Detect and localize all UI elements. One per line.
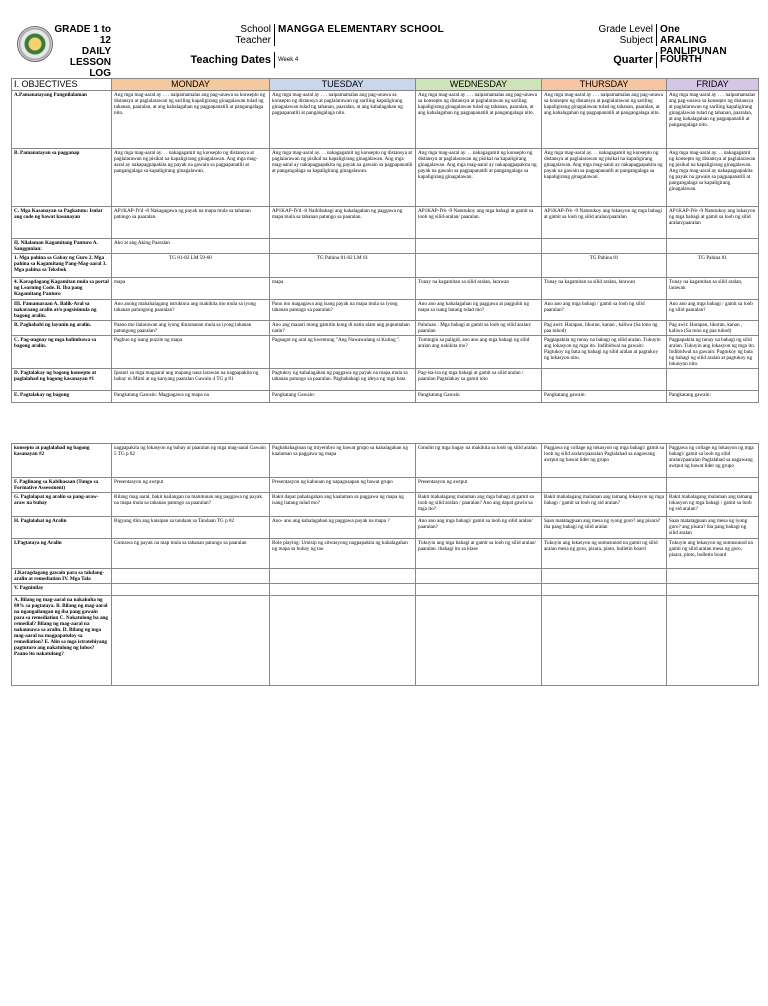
cell-day-2 — [270, 584, 416, 596]
dll-title: DAILY LESSON LOG — [69, 46, 111, 79]
cell-day-3: Tukuyin ang mga bahagi at gamit sa loob ng silid aralan/ paaralan. ibahagi ito sa klase — [416, 539, 542, 569]
cell-day-3: Ano ano ang mga bahagi/ gamit sa loob ng silid aralan/ paaralan? — [416, 517, 542, 539]
cell-day-3: Ang mga mag-aaral ay. . . nakagagamit ng konsepto ng distansya at paglalarawan ng pisikal na kapaligirang ginagalawan. Ang mga mag-aaral ay nakapagpapakita ng payak na gawain sa pagpapanatili at pangangalaga sa kapaligirang ginagalawan. — [416, 149, 542, 207]
school-value: MANGGA ELEMENTARY SCHOOL — [274, 24, 528, 35]
grade-level-row — [528, 24, 758, 35]
row-label: B. Pamanatayan sa pagganap — [12, 149, 112, 207]
cell-day-1: Ang mga mag-aaral ay . . . naipamamalas ang pag-unawa sa konsepto ng distansya at paglalarawan ng sariling kapaligirang ginagalawan tulad ng tahanan, paaralan, at ang kahalagahan ng pagpapanatili at pangangalaga nito. — [112, 91, 270, 149]
cell-day-2: Pagsagot ng aral ng kwentong "Ang Nawawalang si Kuting ". — [270, 336, 416, 369]
cell-day-2: Pangkatang Gawain: — [270, 391, 416, 403]
table-row — [12, 539, 759, 569]
cell-day-2: mapa — [270, 278, 416, 300]
row-label: C. Mga Kasanayan sa Pagkatuto: Isulat ang code ng bawat kasanayan — [12, 207, 112, 239]
cell-day-1: AP1KAP-IVd -8 Nakagagawa ng payak na mapa mula sa tahanan patungo sa paaralan. — [112, 207, 270, 239]
cell-day-4: Paggawa ng collage ng lokasyon ng mga bahagi/ gamit sa loob ng silid aralan/paaralan Paglalahad sa nagawang awtput ng bawat lider ng grupo — [542, 444, 667, 478]
objectives-header: I. OBJECTIVES — [12, 79, 112, 91]
cell-day-5: Paggawa ng collage ng lokasyon ng mga bahagi/ gamit sa loob ng silid aralan/paaralan Paglalahad sa nagawang awtput ng bawat lider ng grupo — [667, 444, 759, 478]
dates-label: Teaching Dates — [190, 54, 271, 66]
cell-day-3: Pag-isa-isa ng mga bahagi at gamit sa silid aralan / paaralan Pagtalakay sa gamit nito — [416, 369, 542, 391]
deped-seal-icon — [17, 26, 53, 62]
cell-day-1: Gumawa ng payak na map mula sa tahanan patungo sa paaralan — [112, 539, 270, 569]
cell-day-1: Pagbuo ng isang puzzle ng mapa — [112, 336, 270, 369]
cell-day-1: Pangkatang Gawain: Magpagawa ng mapa na — [112, 391, 270, 403]
cell-day-1: mapa — [112, 278, 270, 300]
cell-day-4: Saan matatagpuan ang mesa ng iyong guro? ang pisara? iba pang bahagi ng silid aralan — [542, 517, 667, 539]
cell-day-4: Pagpapakita ng tunay na bahagi ng silid aralan. Tukuyin ang lokasyon ng mga ito. Indibidwal na gawain: Pagtukoy ng bata ng bahagi ng silid aralan at pagtukoy ng lokasyon nito. — [542, 336, 667, 369]
dates-value: Week 4 — [274, 52, 528, 68]
row-label: 4. Karagdagang Kagamitan mula sa portal ng Learning Code. B. Iba pang Kagamitang Panturo — [12, 278, 112, 300]
cell-day-2: Role playing: Umisip ng sitwasyong nagpapakita ng kahalagahan ng mapa sa buhay ng tao — [270, 539, 416, 569]
cell-day-2: AP1KAP-IVd -8 Naibibahagi ang kahalagahan ng paggawa ng mapa mula sa tahanan patungo sa paaralan. — [270, 207, 416, 239]
cell-day-5 — [667, 369, 759, 391]
table-row — [12, 239, 759, 254]
cell-day-4: Tunay na kagamitan sa silid aralan, larawan — [542, 278, 667, 300]
row-label: III. Pamamaraan A. Balik-Aral sa nakaraang aralin at/o pagsisimula ng bagong aralin. — [12, 300, 112, 321]
thursday-header: THURSDAY — [542, 79, 667, 91]
cell-day-4 — [542, 584, 667, 596]
cell-day-1: Paano mo ilalarawan ang iyong dinaraanan mula sa iyong tahanan patungong paaralan? — [112, 321, 270, 336]
cell-day-1: nagpapakita ng lokasyon ng bahay at paaralan ng mga mag-aaral Gawain 5 TG p 82 — [112, 444, 270, 478]
subject-row — [528, 35, 758, 57]
cell-day-4: Tukuyin ang lokasyon ng sumusunod na gamit ng silid aralan mesa ng guro, pisara, pinto, bulletin board — [542, 539, 667, 569]
dates-row — [111, 52, 528, 68]
cell-day-5: Tunay na kagamitan sa silid aralan, larawan — [667, 278, 759, 300]
cell-day-3: Paluluan : Mga bahagi at gamit sa loob ng silid aralan/ paaralan — [416, 321, 542, 336]
row-label: A. Bilang ng mag-aaral na nakakuha ng 80% sa pagtataya. B. Bilang ng mag-aaral na ngangailangan ng iba pang gawain para sa remediation C. Nakatulong ba ang remedial? Bilang ng mag-aaral na nakaunawa sa aralin. D. Bilang ng mga mag-aaral na magpapatuloy sa remediation? E. Alin sa mga istratehiyang pagtuturo ang nakatulong ng lubos? Paano ito nakatulong? — [12, 596, 112, 686]
school-row — [111, 24, 528, 35]
page-break — [11, 403, 758, 443]
cell-day-5: Ang mga mag-aaral ay . . . naipamamalas ang pag-unawa sa konsepto ng distansya at paglalarawan ng sariling kapaligirang ginagalawan tulad ng tahanan, paaralan, at ang kahalagahan ng pagpapanatili at pangangalaga nito. — [667, 91, 759, 149]
subject-value: ARALING PANLIPUNAN — [656, 35, 758, 46]
cell-day-1: Bigyang diin ang kaisipan sa tandaan sa Tandaan TG p 82 — [112, 517, 270, 539]
cell-day-4: TG Pahina 81 — [542, 254, 667, 278]
cell-day-5: Pag awit: Harapan, likuran, kanan , kaliwa (Sa tono ng paa tuhod) — [667, 321, 759, 336]
header-left — [11, 24, 111, 78]
table-row — [12, 369, 759, 391]
table-row — [12, 336, 759, 369]
row-label: B. Paghahabi ng layunin ng aralin. — [12, 321, 112, 336]
cell-day-5: Bakit mahalagang malaman ang tamang lokasyon ng mga bahagi / gamit sa loob ng sid aralan? — [667, 493, 759, 517]
cell-day-5 — [667, 596, 759, 686]
subject-label: Subject — [619, 35, 653, 46]
row-label: konsepto at paglalahad ng bagong kasanayan #2 — [12, 444, 112, 478]
cell-day-1 — [112, 596, 270, 686]
cell-day-3: Ano ano ang kahalagahan ng paggawa at pagguhit ng mapa sa isang batang tulad mo? — [416, 300, 542, 321]
quarter-value: FOURTH — [656, 52, 758, 68]
row-label: 1. Mga pahina sa Gabay ng Guro 2. Mga pahina sa Kagamitang Pang-Mag-aaral 3. Mga pahina sa Teksbok — [12, 254, 112, 278]
row-label: C. Pag-uugnay ng mga halimbawa sa bagong aralin. — [12, 336, 112, 369]
table-row — [12, 478, 759, 493]
table-row — [12, 254, 759, 278]
cell-day-1: TG 81-82 LM 59-60 — [112, 254, 270, 278]
cell-day-5 — [667, 478, 759, 493]
cell-day-5: Tukuyin ang lokasyon ng sumusunod na gamit ng silid aralan mesa ng guro, pisara, pinto, bulletin board — [667, 539, 759, 569]
cell-day-5: Pagpapakita ng tunay na bahagi ng silid aralan. Tukuyin ang lokasyon ng mga ito. Indibidwal na gawain: Pagtukoy ng bata ng bahagi ng silid aralan at pagtukoy ng lokasyon nito. — [667, 336, 759, 369]
cell-day-2: Bakit dapat pahalagahan ang kaalaman sa paggawa ng mapa ng isang batang tulad mo? — [270, 493, 416, 517]
cell-day-5 — [667, 239, 759, 254]
cell-day-1 — [112, 569, 270, 584]
cell-day-1: Presentasyon ng awtput — [112, 478, 270, 493]
cell-day-2 — [270, 596, 416, 686]
lesson-table-2 — [11, 443, 759, 686]
cell-day-3 — [416, 254, 542, 278]
cell-day-2: Pagtukoy ng kahalagahan ng paggawa ng payak na mapa mula sa tahanan patungo sa paaralan. Pagbabahagi ng ideya ng mga bata — [270, 369, 416, 391]
cell-day-4: Ano ano ang mga bahagi / gamit sa loob ng silid paaralan? — [542, 300, 667, 321]
cell-day-4 — [542, 239, 667, 254]
cell-day-1: Bilang mag aaral, bakit kailangan na matutunan ang paggawa ng payak na mapa mula sa tahanan patungo sa paaralan? — [112, 493, 270, 517]
table-row — [12, 391, 759, 403]
cell-day-3: Gmuhit ng mga bagay na makikita sa loob ng silid aralan — [416, 444, 542, 478]
table-row — [12, 569, 759, 584]
cell-day-5: Ang mga mag-aaral ay. . . nakagagamit ng konsepto ng distansya at paglalarawan ng pisikal na kapaligirang ginagalawan. Ang mga mag-aaral ay nakapagpapakita ng payak na gawain sa pagpapanatili at pangangalaga sa kapaligirang ginagalawan. — [667, 149, 759, 207]
cell-day-3: AP1KAP-IVe -9 Natutukoy ang mga bahagi at gamit sa loob ng silid-aralan/ paaralan. — [416, 207, 542, 239]
cell-day-5: AP1KAP-IVe -9 Natutukoy ang lokasyon ng mga bahagi at gamit sa loob ng silid aralan/paaralan — [667, 207, 759, 239]
table-row — [12, 278, 759, 300]
cell-day-4: Pag awit: Harapan, likuran, kanan , kaliwa (Sa tono ng paa tuhod) — [542, 321, 667, 336]
school-label: School — [240, 24, 271, 35]
row-label: G. Paglalapat ng aralin sa pang-araw-araw na buhay — [12, 493, 112, 517]
cell-day-3: Presentasyon ng awtput — [416, 478, 542, 493]
row-label: F. Paglinang sa Kabihasaan (Tungo sa Formative Assessment) — [12, 478, 112, 493]
cell-day-3: Tunay na kagamitan sa silid aralan, larawan — [416, 278, 542, 300]
grade-range: GRADE 1 to 12 — [54, 24, 111, 46]
cell-day-3 — [416, 239, 542, 254]
table-row — [12, 149, 759, 207]
row-label: J.Karagdagang gawain para sa takdang-aralin at remediation IV. Mga Tala — [12, 569, 112, 584]
cell-day-2: Ang mga mag-aaral ay. . . nakagagamit ng konsepto ng distansya at paglalarawan ng pisikal na kapaligirang ginagalawan. Ang mga mag-aaral ay nakapagpapakita ng payak na gawain sa pagpapanatili at pangangalaga sa kapaligirang ginagalawan. — [270, 149, 416, 207]
lesson-log-page — [11, 24, 758, 686]
table-row — [12, 207, 759, 239]
tuesday-header: TUESDAY — [270, 79, 416, 91]
cell-day-1 — [112, 584, 270, 596]
cell-day-2 — [270, 239, 416, 254]
cell-day-5: Pangkatang gawain: — [667, 391, 759, 403]
monday-header: MONDAY — [112, 79, 270, 91]
cell-day-1: Ipasuri sa mga magaaral ang mapang nasa larawan na nagpapakita ng bahay ni Mimi at ng kanyang paaralan Gawain 4 TG p 81 — [112, 369, 270, 391]
teacher-value — [274, 35, 528, 46]
row-label: E. Pagtalakay ng bagong — [12, 391, 112, 403]
cell-day-3: Bakit mahalagang malaman ang mga bahagi at gamit sa loob ng silid aralan / paaralan? Ano ang dapat gawin sa mga ito? — [416, 493, 542, 517]
row-label: D. Pagtalakay ng bagong konsepto at paglalahad ng bagong kasanayan #1 — [12, 369, 112, 391]
cell-day-3 — [416, 584, 542, 596]
cell-day-3 — [416, 596, 542, 686]
cell-day-2: Ano- ano ang kahalagahan ng paggawa payak na mapa ? — [270, 517, 416, 539]
row-label: H. Paglalahat ng Aralin — [12, 517, 112, 539]
cell-day-3: Tumingin sa paligid, ano ano ang mga bahagi ng silid aralan ang nakikita mo? — [416, 336, 542, 369]
table-row — [12, 444, 759, 478]
cell-day-2: Pagbabahaginan ng miyembro ng bawat grupo sa kahalagahan ng kaalaman sa paggawa ng mapa — [270, 444, 416, 478]
quarter-label: Quarter — [613, 54, 653, 66]
row-label: I.Pagtataya ng Aralin — [12, 539, 112, 569]
row-label: II. Nilalaman Kagamitang Panturo A. Sanggunian: — [12, 239, 112, 254]
cell-day-3: Ang mga mag-aaral ay . . . naipamamalas ang pag-unawa sa konsepto ng distansya at paglalarawan ng sariling kapaligirang ginagalawan tulad ng tahanan, paaralan, at ang kahalagahan ng pagpapanatili at pangangalaga nito. — [416, 91, 542, 149]
table-row — [12, 493, 759, 517]
cell-day-5: Saan matatagpuan ang mesa ng iyong guro? ang pisara? iba pang bahagi ng silid aralan — [667, 517, 759, 539]
grade-level-value: One — [656, 24, 758, 35]
cell-day-1: Ang mga mag-aaral ay. . . nakagagamit ng konsepto ng distansya at paglalarawan ng pisikal na kapaligirang ginagalawan. Ang mga mag-aaral ay nakapagpapakita ng payak na gawain sa pagpapanatili at pangangalaga sa kapaligirang ginagalawan. — [112, 149, 270, 207]
cell-day-4: Ang mga mag-aaral ay. . . nakagagamit ng konsepto ng distansya at paglalarawan ng pisikal na kapaligirang ginagalawan. Ang mga mag-aaral ay nakapagpapakita ng payak na gawain sa pagpapanatili at pangangalaga sa kapaligirang ginagalawan. — [542, 149, 667, 207]
cell-day-2: Presentasyon ng kabuuan ng napagusapan ng bawat grupo — [270, 478, 416, 493]
table-row — [12, 596, 759, 686]
table-row — [12, 584, 759, 596]
header-mid — [111, 24, 528, 78]
cell-day-4 — [542, 596, 667, 686]
day-header-row — [12, 79, 759, 91]
cell-day-2 — [270, 569, 416, 584]
cell-day-5: TG Pahina 81 — [667, 254, 759, 278]
header-right — [528, 24, 758, 78]
teacher-label: Teacher — [235, 35, 271, 46]
cell-day-2: Ang mga mag-aaral ay . . . naipamamalas ang pag-unawa sa konsepto ng distansya at paglalarawan ng sariling kapaligirang ginagalawan tulad ng tahanan, paaralan, at ang kahalagahan ng pagpapanatili at pangangalaga nito. — [270, 91, 416, 149]
cell-day-5: Ano ano ang mga bahagi / gamit sa loob ng silid paaralan? — [667, 300, 759, 321]
lesson-table-1 — [11, 78, 759, 403]
cell-day-3: Pangkatang Gawain — [416, 391, 542, 403]
table-row — [12, 300, 759, 321]
quarter-row — [528, 52, 758, 68]
wednesday-header: WEDNESDAY — [416, 79, 542, 91]
grade-label — [51, 24, 111, 79]
grade-level-label: Grade Level — [598, 24, 653, 35]
cell-day-2: TG Pahina 81-82 LM 61 — [270, 254, 416, 278]
table-row — [12, 517, 759, 539]
cell-day-4 — [542, 569, 667, 584]
cell-day-4: Ang mga mag-aaral ay . . . naipamamalas ang pag-unawa sa konsepto ng distansya at paglalarawan ng sariling kapaligirang ginagalawan tulad ng tahanan, paaralan, at ang kahalagahan ng pagpapanatili at pangangalaga nito. — [542, 91, 667, 149]
table-row — [12, 91, 759, 149]
cell-day-4 — [542, 478, 667, 493]
cell-day-3 — [416, 569, 542, 584]
row-label: A.Pamanatayang Pangnilalaman — [12, 91, 112, 149]
cell-day-1: Ako at ang Aking Paaralan — [112, 239, 270, 254]
header — [11, 24, 758, 78]
teacher-row — [111, 35, 528, 46]
cell-day-2: Pano mo magagawa ang isang payak na mapa mula sa iyong tahanan patungo sa paaralan? — [270, 300, 416, 321]
row-label: V. Pagninilay — [12, 584, 112, 596]
cell-day-2: Ano ang maaari mong gamitin kung di natin alam ang pupuntahan natin? — [270, 321, 416, 336]
cell-day-4 — [542, 369, 667, 391]
table-row — [12, 321, 759, 336]
cell-day-5 — [667, 569, 759, 584]
cell-day-4: AP1KAP-IVe -9 Natutukoy ang lokasyon ng mga bahagi at gamit sa loob ng silid aralan/paaralan — [542, 207, 667, 239]
cell-day-5 — [667, 584, 759, 596]
friday-header: FRIDAY — [667, 79, 759, 91]
cell-day-4: Pangkatang gawain: — [542, 391, 667, 403]
cell-day-4: Bakit mahalagang malaman ang tamang lokasyon ng mga bahagi / gamit sa loob ng sid aralan? — [542, 493, 667, 517]
cell-day-1: Ano anong mahahalagang istruktura ang makikita mo mula sa iyong tahanan patungong paaralan? — [112, 300, 270, 321]
